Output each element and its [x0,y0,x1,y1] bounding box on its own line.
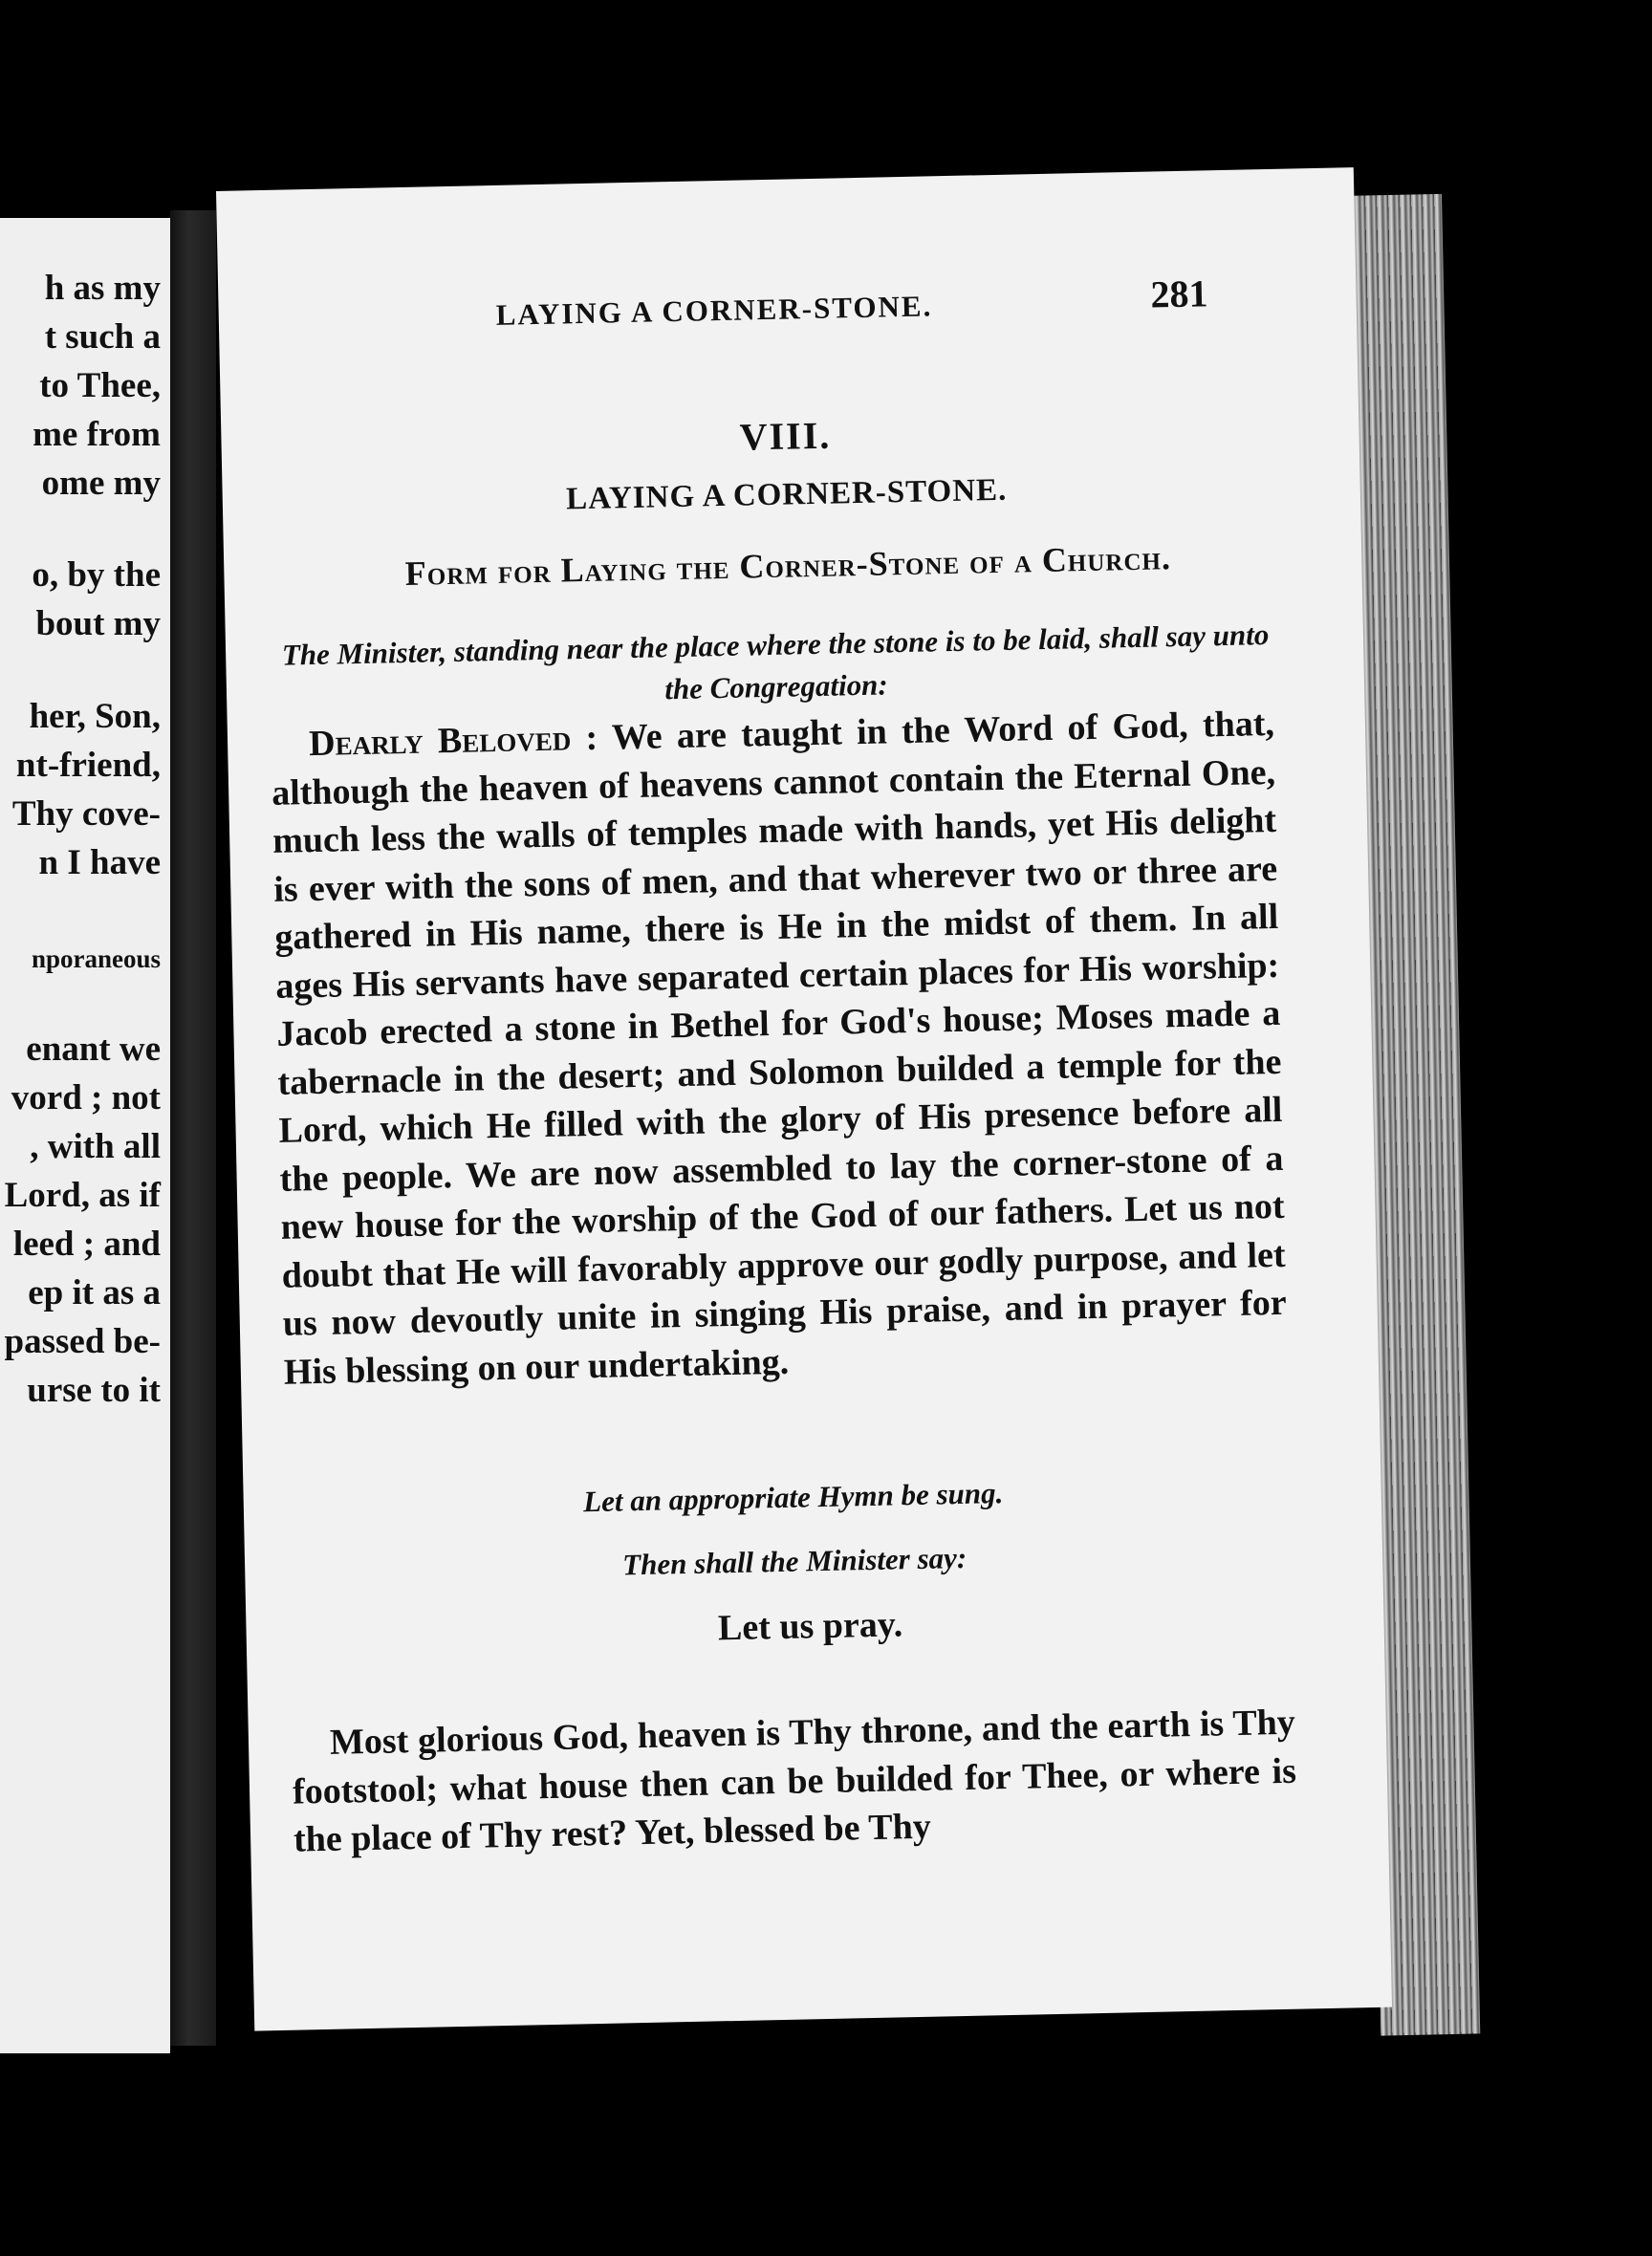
form-title: Form for Laying the Corner-Stone of a Church. [404,538,1172,593]
left-page-line: Lord, as if [4,1176,161,1215]
left-page-line: Thy cove- [11,794,161,834]
left-page-line: me from [33,415,161,454]
salutation: Dearly Beloved [308,718,572,765]
left-page-line: o, by the [32,555,161,595]
section-number: VIII. [739,413,832,459]
left-page-line: her, Son, [29,697,161,736]
running-head: LAYING A CORNER-STONE. [495,289,933,332]
left-page-line: t such a [44,317,161,357]
page-number: 281 [1150,271,1208,316]
left-page-line: , with all [30,1127,161,1166]
left-page-line: passed be- [4,1322,161,1361]
left-page-line: to Thee, [39,366,161,405]
prayer-text: Most glorious God, heaven is Thy throne, and the earth is Thy footstool; what house then can be builded for Thee, or where is the place of Thy rest? Yet, blessed be Thy [292,1702,1297,1860]
left-page-line: ep it as a [28,1273,161,1312]
address-paragraph [271,700,1289,1397]
left-page-line: urse to it [27,1371,161,1410]
prayer-paragraph [291,1699,1297,1864]
section-title: LAYING A CORNER-STONE. [565,472,1008,517]
left-page-line: ome my [41,464,161,503]
let-us-pray-heading: Let us pray. [717,1604,903,1649]
book-gutter [170,210,216,2046]
left-page-line: enant we [26,1030,161,1069]
rubric-intro: The Minister, standing near the place where the stone is to be laid, shall say unto the Congregation: [281,618,1270,706]
rubric-hymn: Let an appropriate Hymn be sung. [582,1476,1004,1519]
right-page [216,167,1392,2030]
left-page-line: nt-friend, [15,746,161,785]
left-page-line: n I have [38,843,161,882]
rubric-minister: Then shall the Minister say: [621,1540,967,1582]
left-page-line: bout my [35,604,161,643]
address-text: : We are taught in the Word of God, that, although the heaven of heavens cannot contain the Eternal One, much less the walls of temples made with hands, yet His delight is ever with the sons of men, and that wherever two or three are gathered in His name, there is He in the midst of them. In all ages His servants have separated certain places for His worship: Jacob erected a stone in Bethel for God's house; Moses made a tabernacle in the desert; and Solomon builded a temple for the Lord, which He filled with the glory of His presence before all the people. We are now assembled to lay the corner-stone of a new house for the worship of the God of our fathers. Let us not doubt that He will favorably approve our godly purpose, and let us now devoutly unite in singing His praise, and in prayer for His blessing on our undertaking. [271,703,1288,1393]
left-page-line: leed ; and [12,1225,161,1264]
left-page-line: nporaneous [31,944,161,973]
left-page-line: vord ; not [11,1078,161,1117]
left-page-line: h as my [44,269,161,308]
left-page [0,218,170,2053]
